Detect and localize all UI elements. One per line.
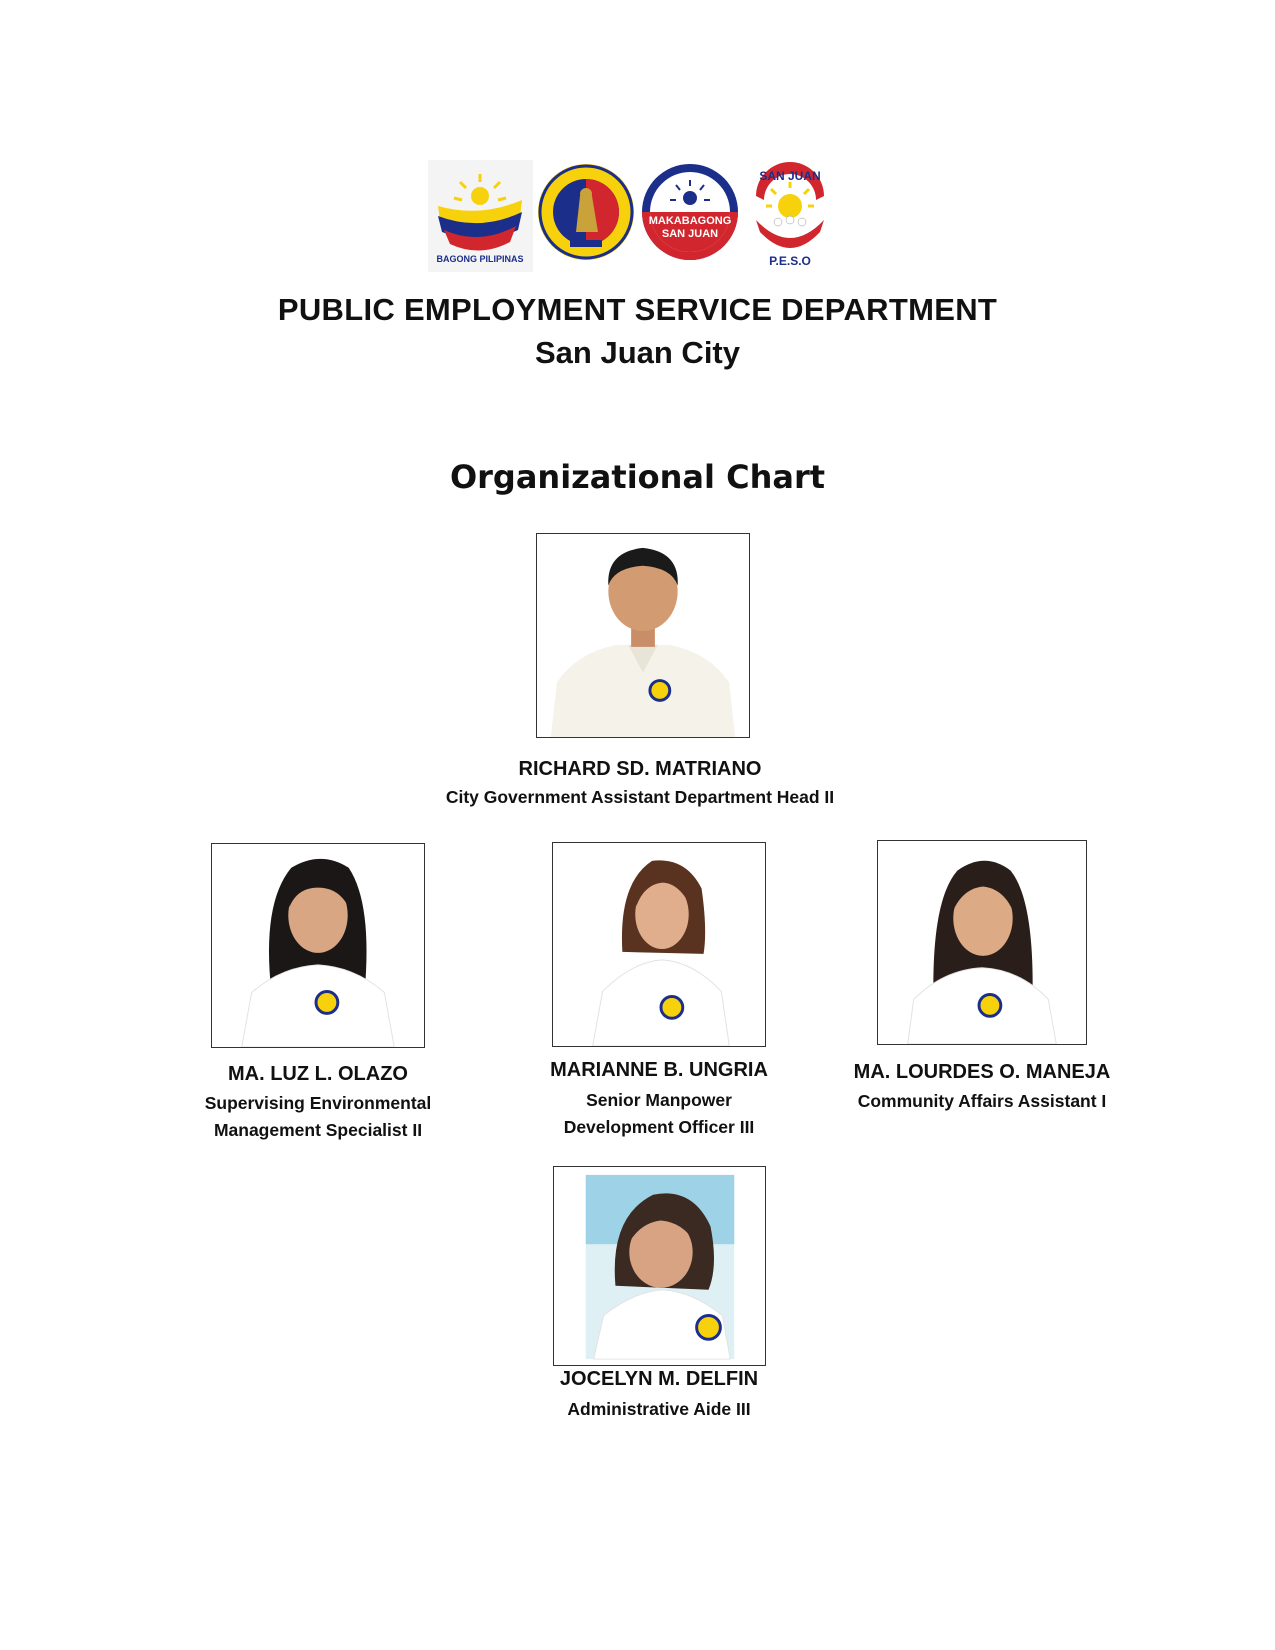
svg-text:P.E.S.O: P.E.S.O bbox=[769, 254, 811, 268]
ungria-photo bbox=[552, 842, 766, 1047]
san-juan-city-seal bbox=[536, 160, 636, 264]
department-title: PUBLIC EMPLOYMENT SERVICE DEPARTMENT bbox=[277, 292, 998, 327]
svg-text:SAN JUAN: SAN JUAN bbox=[661, 228, 719, 240]
city-title: San Juan City bbox=[535, 335, 740, 370]
olazo-role-line2: Management Specialist II bbox=[213, 1120, 423, 1140]
maneja-name: MA. LOURDES O. MANEJA bbox=[853, 1061, 1111, 1083]
org-chart-title: Organizational Chart bbox=[449, 458, 826, 496]
olazo-role-line1: Supervising Environmental bbox=[204, 1093, 432, 1113]
delfin-photo bbox=[553, 1166, 766, 1366]
olazo-name: MA. LUZ L. OLAZO bbox=[228, 1063, 408, 1085]
maneja-photo bbox=[877, 840, 1087, 1045]
svg-text:MAKABAGONG: MAKABAGONG bbox=[648, 215, 732, 227]
head-role: City Government Assistant Department Head II bbox=[445, 787, 835, 807]
maneja-role: Community Affairs Assistant I bbox=[857, 1091, 1107, 1111]
head-name: RICHARD SD. MATRIANO bbox=[518, 758, 762, 780]
ungria-role-line1: Senior Manpower bbox=[586, 1090, 732, 1110]
svg-text:SAN JUAN: SAN JUAN bbox=[759, 169, 821, 183]
makabagong-san-juan-logo bbox=[640, 160, 740, 264]
bagong-pilipinas-logo bbox=[428, 160, 533, 272]
ungria-role-line2: Development Officer III bbox=[563, 1117, 755, 1137]
delfin-name: JOCELYN M. DELFIN bbox=[559, 1368, 759, 1390]
olazo-photo bbox=[211, 843, 425, 1048]
delfin-role: Administrative Aide III bbox=[567, 1399, 751, 1419]
head-photo bbox=[536, 533, 750, 738]
logo-strip bbox=[428, 160, 848, 272]
ungria-name: MARIANNE B. UNGRIA bbox=[550, 1059, 768, 1081]
san-juan-peso-logo bbox=[744, 160, 836, 272]
bagong-pilipinas-text: BAGONG PILIPINAS bbox=[436, 254, 524, 264]
